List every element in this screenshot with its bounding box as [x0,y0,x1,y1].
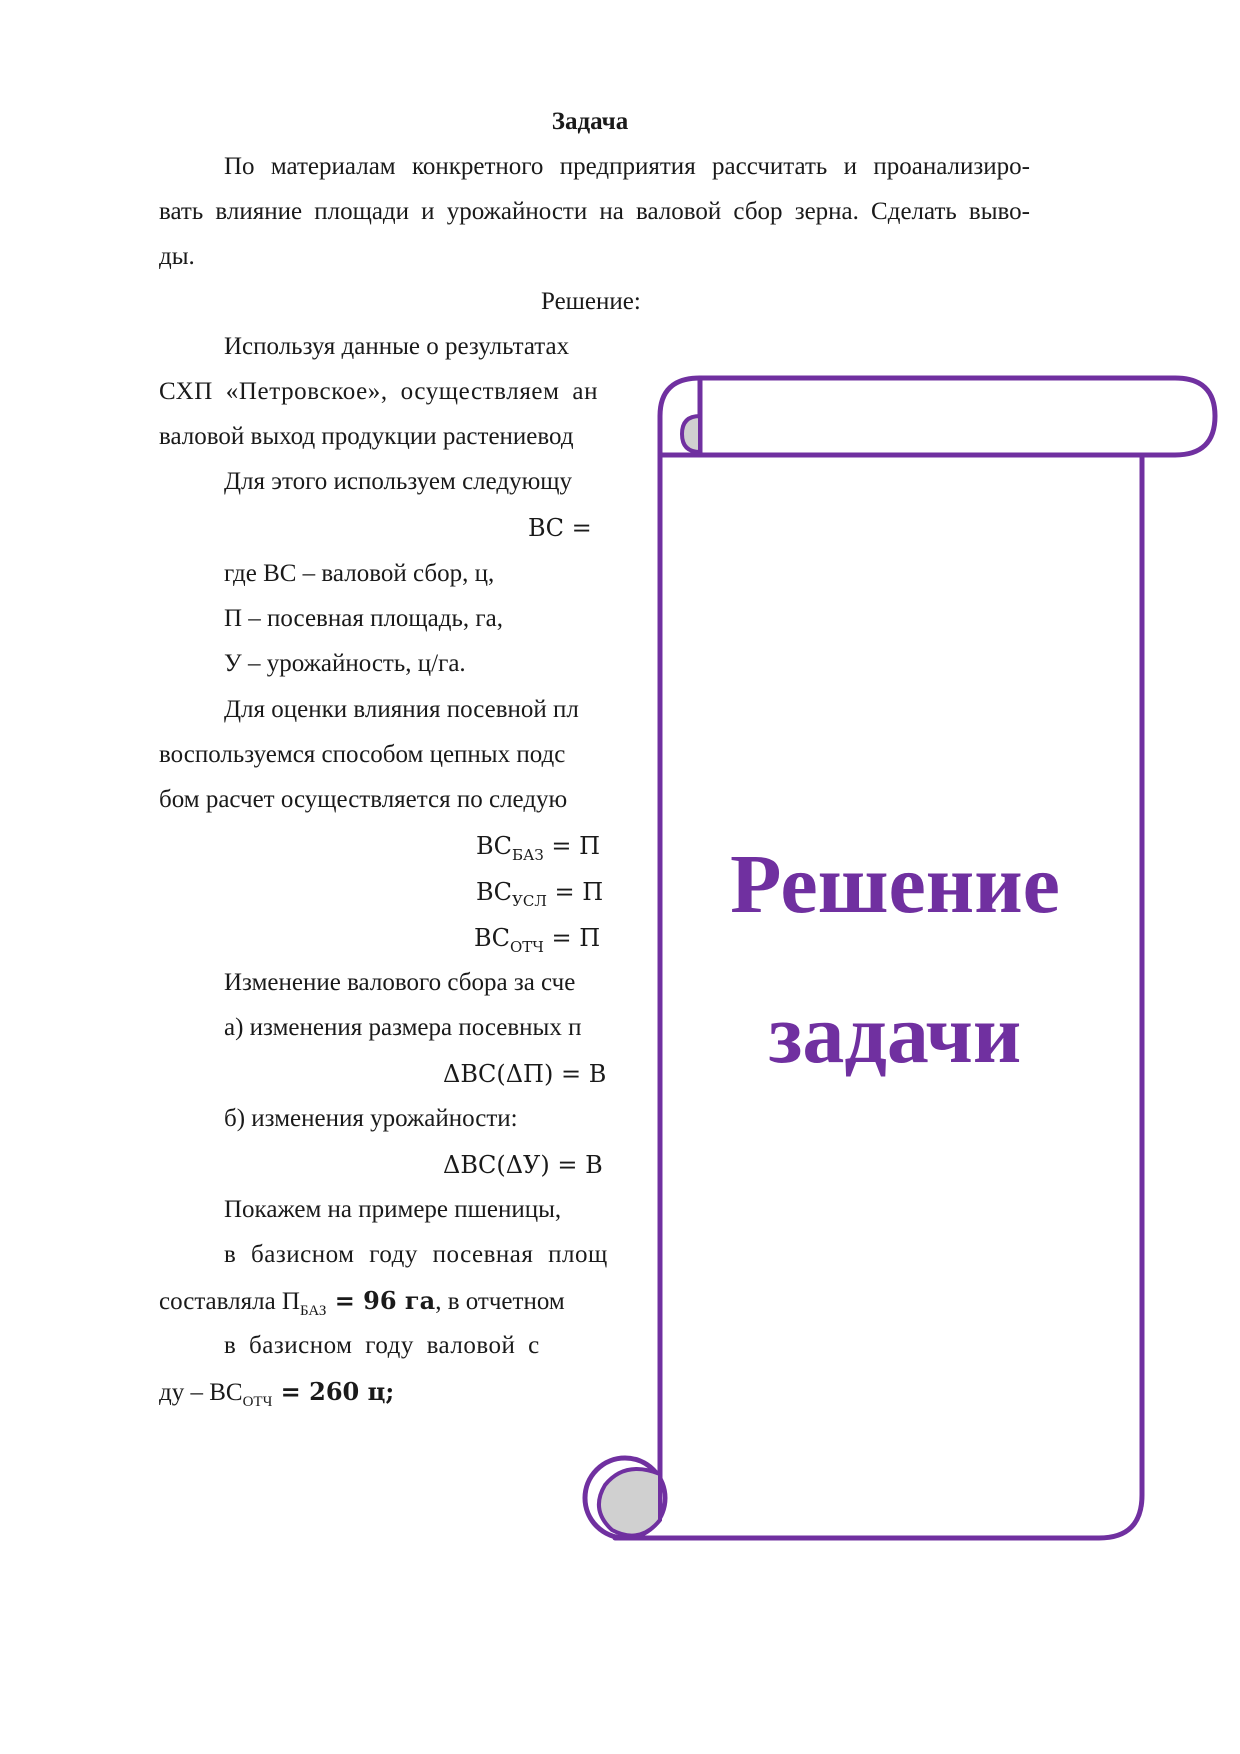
paragraph-1-line-2: СХП «Петровское», осуществляем ан [159,378,599,405]
paragraph-6-line-1: Покажем на примере пшеницы, [224,1196,562,1223]
formula-report: $ВС_{ОТЧ} = П$ [474,924,601,956]
paragraph-3-line-2: воспользуемся способом цепных подс [159,741,566,768]
paragraph-1-line-3: валовой выход продукции растениевод [159,423,574,450]
paragraph-7-line-1: в базисном году валовой с [224,1332,540,1359]
formula-base: $ВС_{БАЗ} = П$ [476,832,601,864]
task-line-1: По материалам конкретного предприятия рассчитать и проанализиро- [224,153,1030,180]
where-line-1: где ВС – валовой сбор, ц, [224,560,495,587]
paragraph-2: Для этого используем следующу [224,468,573,495]
scroll-title-line-2: задачи [768,988,1022,1081]
where-line-3: У – урожайность, ц/га. [224,650,466,677]
paragraph-7-line-2: ду – $ВС_{ОТЧ} = 260$ ц; [159,1377,395,1410]
paragraph-3-line-3: бом расчет осуществляется по следую [159,786,568,813]
formula-area-change: ΔВС(ΔП) = В [443,1060,607,1088]
where-line-2: П – посевная площадь, га, [224,605,504,632]
paragraph-1-line-1: Используя данные о результатах [224,333,570,360]
document-title: Задача [551,108,629,135]
scroll-bottom-curl [599,1469,660,1536]
solution-heading: Решение: [541,288,641,315]
formula-conditional: $ВС_{УСЛ} = П$ [476,878,604,910]
scroll-title-line-1: Решение [730,838,1060,931]
paragraph-4-line-1: Изменение валового сбора за сче [224,969,576,996]
paragraph-6-line-2: в базисном году посевная площ [224,1241,608,1268]
paragraph-4-line-2: а) изменения размера посевных п [224,1014,582,1041]
task-line-2: вать влияние площади и урожайности на валовой сбор зерна. Сделать выво- [159,198,1030,225]
paragraph-3-line-1: Для оценки влияния посевной пл [224,696,579,723]
formula-main: ВС = [528,514,592,542]
task-line-3: ды. [159,243,195,270]
paragraph-5: б) изменения урожайности: [224,1105,518,1132]
formula-yield-change: ΔВС(ΔУ) = В [443,1151,603,1179]
paragraph-6-line-3: составляла $П_{БАЗ} = 96$ га, в отчетном [159,1286,565,1319]
scroll-top-curl [682,416,700,452]
